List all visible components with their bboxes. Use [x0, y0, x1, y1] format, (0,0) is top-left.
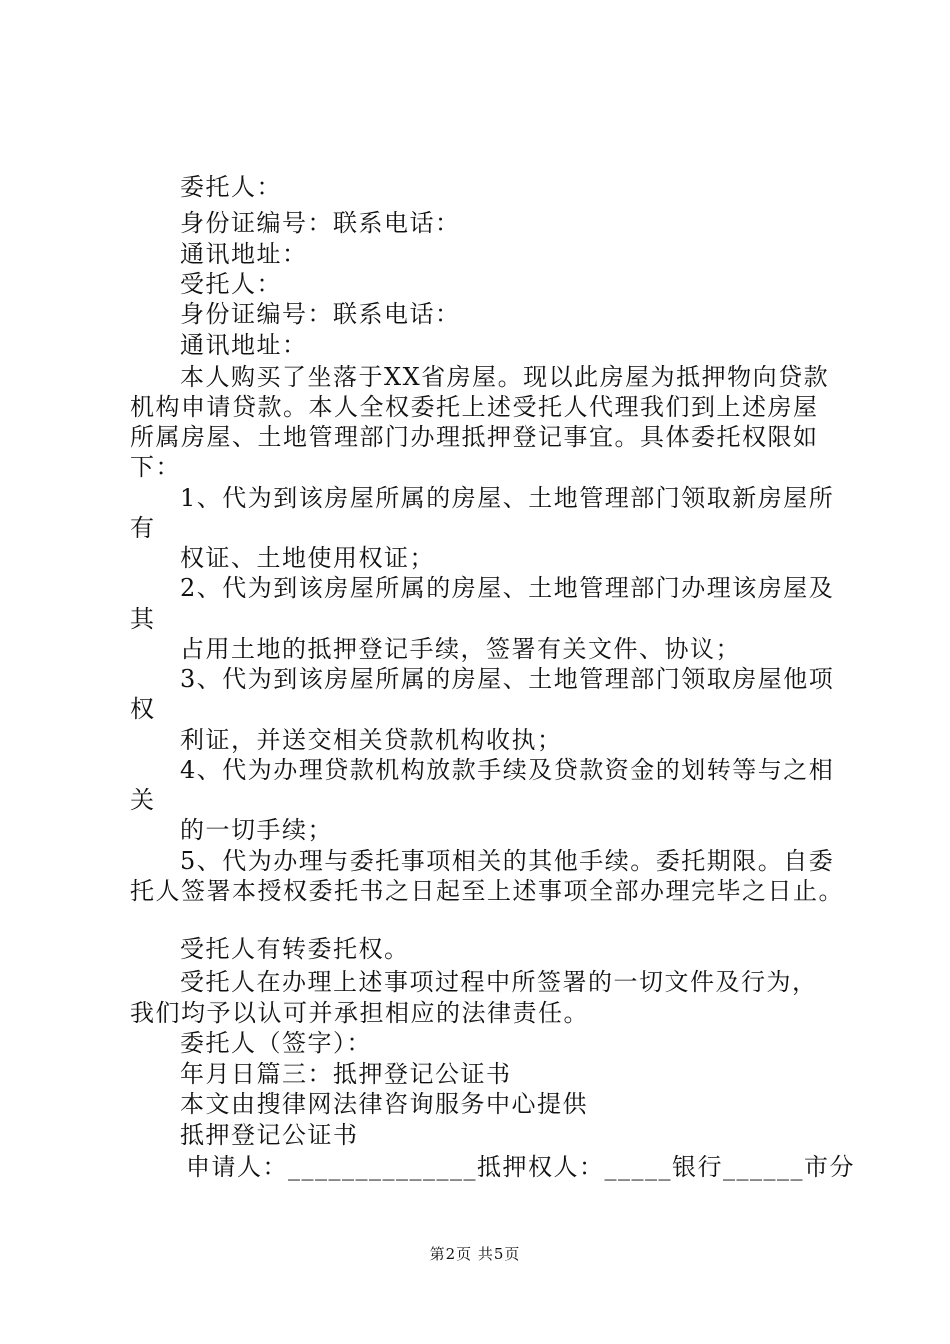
doc-line: 年月日篇三：抵押登记公证书: [180, 1060, 512, 1088]
doc-line: 受托人在办理上述事项过程中所签署的一切文件及行为，: [180, 968, 818, 996]
doc-line: 机构申请贷款。本人全权委托上述受托人代理我们到上述房屋: [130, 393, 819, 421]
doc-line: 4、代为办理贷款机构放款手续及贷款资金的划转等与之相: [180, 756, 835, 784]
doc-line: 委托人：: [180, 173, 282, 201]
doc-line: 有: [130, 514, 156, 542]
doc-line: 通讯地址：: [180, 331, 308, 359]
doc-line: 2、代为到该房屋所属的房屋、土地管理部门办理该房屋及: [180, 574, 835, 602]
doc-line: 利证，并送交相关贷款机构收执；: [180, 726, 563, 754]
doc-line: 我们均予以认可并承担相应的法律责任。: [130, 999, 589, 1027]
doc-line: 的一切手续；: [180, 816, 333, 844]
doc-line: 本人购买了坐落于XX省房屋。现以此房屋为抵押物向贷款: [180, 363, 830, 391]
doc-line: 受托人：: [180, 270, 282, 298]
doc-line: 托人签署本授权委托书之日起至上述事项全部办理完毕之日止。: [130, 877, 844, 905]
doc-line: 所属房屋、土地管理部门办理抵押登记事宜。具体委托权限如: [130, 423, 819, 451]
doc-line: 3、代为到该房屋所属的房屋、土地管理部门领取房屋他项: [180, 665, 835, 693]
doc-line: 本文由搜律网法律咨询服务中心提供: [180, 1090, 588, 1118]
doc-line: 申请人：______________抵押权人：_____银行______市分: [186, 1153, 855, 1181]
doc-line: 5、代为办理与委托事项相关的其他手续。委托期限。自委: [180, 847, 835, 875]
doc-line: 1、代为到该房屋所属的房屋、土地管理部门领取新房屋所: [180, 484, 835, 512]
doc-line: 关: [130, 786, 156, 814]
doc-line: 委托人（签字）：: [180, 1029, 372, 1057]
doc-line: 通讯地址：: [180, 240, 308, 268]
doc-line: 占用土地的抵押登记手续，签署有关文件、协议；: [180, 635, 741, 663]
doc-line: 其: [130, 605, 156, 633]
doc-line: 权证、土地使用权证；: [180, 544, 435, 572]
doc-line: 下：: [130, 453, 181, 481]
doc-line: 身份证编号：联系电话：: [180, 209, 461, 237]
doc-line: 抵押登记公证书: [180, 1121, 359, 1149]
doc-line: 权: [130, 695, 156, 723]
doc-line: 受托人有转委托权。: [180, 935, 410, 963]
doc-line: 身份证编号：联系电话：: [180, 300, 461, 328]
page-footer: 第2页 共5页: [429, 1245, 521, 1263]
